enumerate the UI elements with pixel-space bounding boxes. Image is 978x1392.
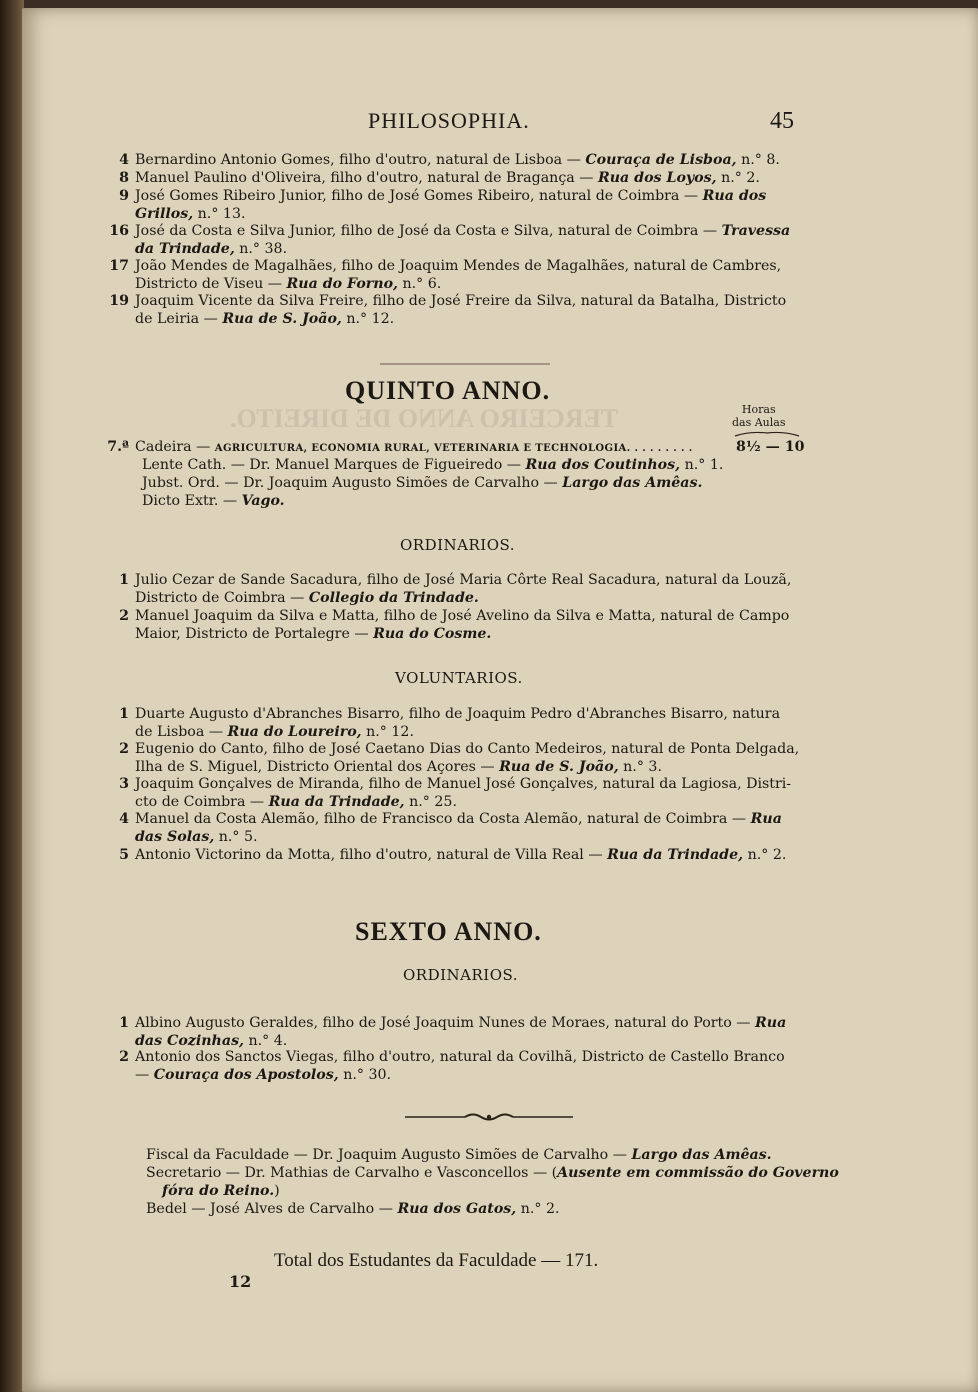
hours-brace xyxy=(734,430,800,438)
list-item: 1 Duarte Augusto d'Abranches Bisarro, filho de Joaquim Pedro d'Abranches Bisarro, natura de Lisboa — Rua do Loureiro, n.° 12. xyxy=(119,706,781,740)
page-number: 45 xyxy=(770,108,794,134)
list-item: 4 Bernardino Antonio Gomes, filho d'outro, natural de Lisboa — Couraça de Lisboa, n.° 8. xyxy=(119,152,780,168)
list-item: 9 José Gomes Ribeiro Junior, filho de José Gomes Ribeiro, natural de Coimbra — Rua dos Grillos, n.° 13. xyxy=(119,188,767,222)
running-head-title: PHILOSOPHIA. xyxy=(368,108,530,133)
list-item: 2 Antonio dos Sanctos Viegas, filho d'outro, natural da Covilhã, Districto de Castello Branco — Couraça dos Apostolos, n.° 30. xyxy=(119,1049,785,1083)
book-gutter xyxy=(0,0,24,1392)
official-fiscal: Fiscal da Faculdade — Dr. Joaquim Augusto Simões de Carvalho — Largo das Amêas. xyxy=(146,1147,772,1163)
printer-signature: 12 xyxy=(229,1272,252,1291)
official-bedel: Bedel — José Alves de Carvalho — Rua dos Gatos, n.° 2. xyxy=(146,1201,560,1217)
section-title-sexto: SEXTO ANNO. xyxy=(355,917,542,946)
subheading-ordinarios: ORDINARIOS. xyxy=(400,536,516,554)
list-item: 1 Albino Augusto Geraldes, filho de José Joaquim Nunes de Moraes, natural do Porto — Rua das Cozinhas, n.° 4. xyxy=(119,1015,787,1049)
section-rule xyxy=(380,362,550,366)
list-item: 2 Eugenio do Canto, filho de José Caetano Dias do Canto Medeiros, natural de Ponta Delgada, Ilha de S. Miguel, Districto Oriental dos Açores — Rua de S. João, n.° 3. xyxy=(119,741,800,775)
professor-line: Lente Cath. — Dr. Manuel Marques de Figueiredo — Rua dos Coutinhos, n.° 1. xyxy=(142,457,724,473)
list-item: 19 Joaquim Vicente da Silva Freire, filho de José Freire da Silva, natural da Batalha, Districto de Leiria — Rua de S. João, n.° 12. xyxy=(109,293,787,327)
total-students: Total dos Estudantes da Faculdade — 171. xyxy=(274,1250,599,1271)
subheading-voluntarios: VOLUNTARIOS. xyxy=(395,669,523,687)
professor-line: Jubst. Ord. — Dr. Joaquim Augusto Simões de Carvalho — Largo das Amêas. xyxy=(142,475,703,491)
ornamental-divider xyxy=(405,1112,573,1122)
official-secretario: Secretario — Dr. Mathias de Carvalho e Vasconcellos — (Ausente em commissão do Governo fóra do Reino.) xyxy=(146,1165,839,1199)
list-item: 17 João Mendes de Magalhães, filho de Joaquim Mendes de Magalhães, natural de Cambres, Districto de Viseu — Rua do Forno, n.° 6. xyxy=(109,258,782,292)
list-item: 1 Julio Cezar de Sande Sacadura, filho de José Maria Côrte Real Sacadura, natural da Louzã, Districto de Coimbra — Collegio da Trindade. xyxy=(119,572,792,606)
list-item: 2 Manuel Joaquim da Silva e Matta, filho de José Avelino da Silva e Matta, natural de Campo Maior, Districto de Portalegre — Rua do Cosme. xyxy=(119,608,790,642)
professor-line: Dicto Extr. — Vago. xyxy=(142,493,285,509)
hours-header: Horas das Aulas xyxy=(732,403,786,429)
list-item: 4 Manuel da Costa Alemão, filho de Francisco da Costa Alemão, natural de Coimbra — Rua das Solas, n.° 5. xyxy=(119,811,782,845)
list-item: 16 José da Costa e Silva Junior, filho de José da Costa e Silva, natural de Coimbra — Travessa da Trindade, n.° 38. xyxy=(109,223,791,257)
list-item: 5 Antonio Victorino da Motta, filho d'outro, natural de Villa Real — Rua da Trindade, n.° 2. xyxy=(119,847,787,863)
list-item: 8 Manuel Paulino d'Oliveira, filho d'outro, natural de Bragança — Rua dos Loyos, n.° 2. xyxy=(119,170,760,186)
cadeira-row: 7.ª Cadeira — AGRICULTURA, ECONOMIA RURAL, VETERINARIA E TECHNOLOGIA. . . . . . . . . xyxy=(107,439,693,455)
cadeira-hours: 8½ — 10 xyxy=(736,439,805,455)
bleed-through-text: TERCEIRO ANNO DE DIREITO. xyxy=(230,404,619,433)
subheading-ordinarios: ORDINARIOS. xyxy=(403,966,519,984)
list-item: 3 Joaquim Gonçalves de Miranda, filho de Manuel José Gonçalves, natural da Lagiosa, Distri- cto de Coimbra — Rua da Trindade, n.° 25. xyxy=(119,776,792,810)
section-title-quinto: QUINTO ANNO. xyxy=(345,376,551,405)
